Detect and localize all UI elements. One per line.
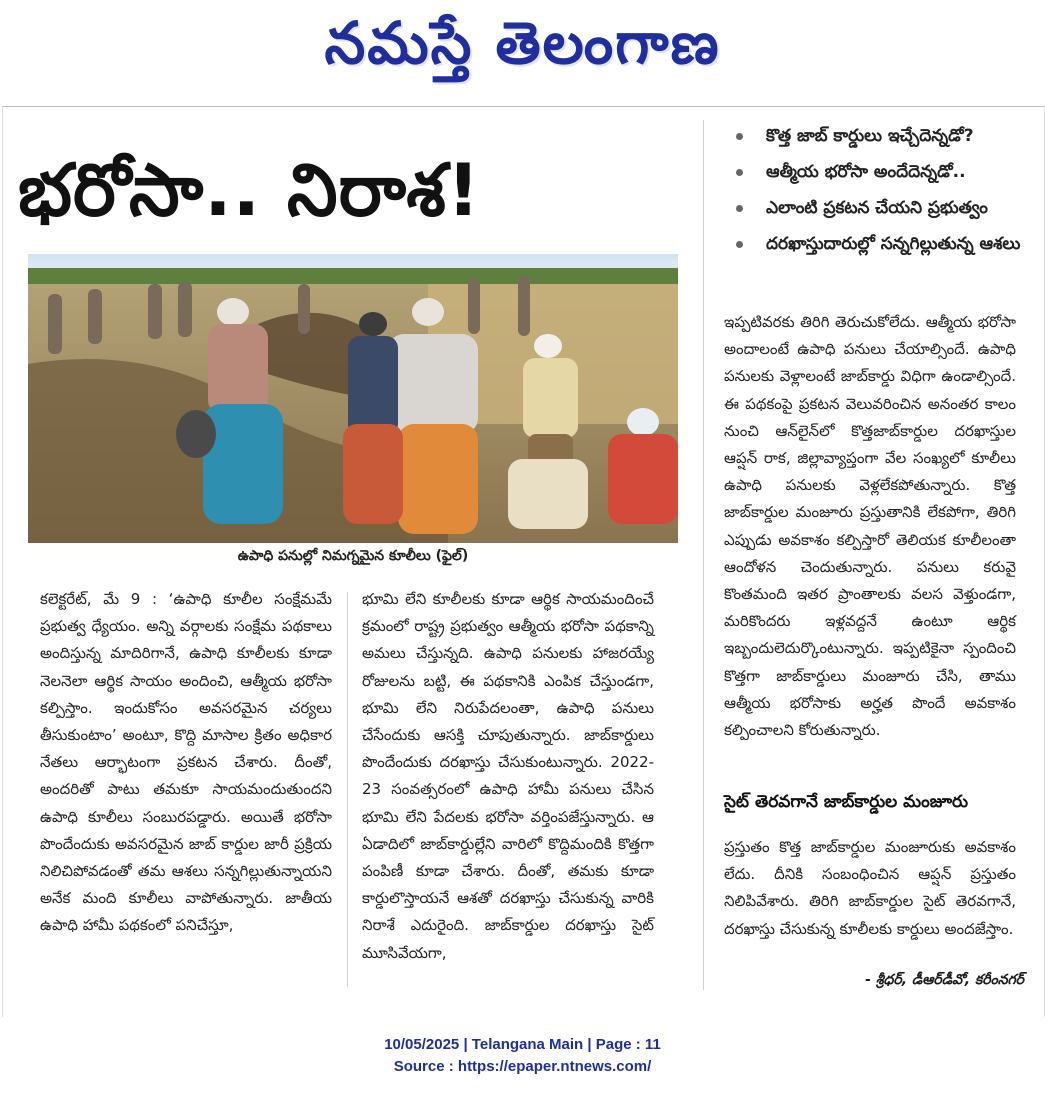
bullet-dot-icon <box>736 133 743 140</box>
bullet-item: కొత్త జాబ్‌ కార్డులు ఇచ్చేదెన్నడో? <box>730 118 1030 154</box>
byline: - శ్రీధర్‌, డీఆర్‌డీవో, కరీంనగర్‌ <box>865 972 1024 988</box>
article-photo <box>28 254 678 543</box>
footer-source-line: Source : https://epaper.ntnews.com/ <box>393 1058 652 1075</box>
bullet-item: ఆత్మీయ భరోసా అందేదెన్నడో.. <box>730 154 1030 190</box>
bullet-dot-icon <box>736 241 743 248</box>
masthead <box>0 0 1045 100</box>
newspaper-logo: నమస్తే తెలంగాణ <box>324 9 721 77</box>
photo-caption: ఉపాధి పనుల్లో నిమగ్నమైన కూలీలు (ఫైల్‌) <box>237 548 469 564</box>
bullet-dot-icon <box>736 205 743 212</box>
column-divider <box>347 592 348 987</box>
bullet-dot-icon <box>736 169 743 176</box>
headline: భరోసా.. నిరాశ! <box>18 148 481 232</box>
bullet-item: దరఖాస్తుదారుల్లో సన్నగిల్లుతున్న ఆశలు <box>730 226 1030 262</box>
article-column-2: భూమి లేని కూలీలకు కూడా ఆర్థిక సాయమందించే క్రమంలో రాష్ట్ర ప్రభుత్వం ఆత్మీయ భరోసా పథకాన్ని అమలు చేస్తున్నది. ఉపాధి పనులకు హాజరయ్యే రోజులను బట్టి, ఈ పథకానికి ఎంపిక చేస్తుండగా, భూమి లేని నిరుపేదలంతా, ఉపాధి పనులు చేసేందుకు ఆసక్తి చూపుతున్నారు. జాబ్‌కార్డులు పొందేందుకు దరఖాస్తు చేసుకుంటున్నారు. 2022-23 సంవత్సరంలో ఉపాధి హామీ పనులు చేసిన భూమి లేని పేదలకు భరోసా వర్తింపజేస్తున్నారు. ఆ ఏడాదిలో జాబ్‌కార్డుల్లేని వారిలో కొద్దిమందికి కొత్తగా పంపిణీ కూడా చేశారు. దీంతో, తమకు కూడా కార్డులొస్తాయనే ఆశతో దరఖాస్తు చేసుకున్న వారికి నిరాశే ఎదురైంది. జాబ్‌కార్డుల దరఖాస్తు సైట్‌ మూసివేయగా, <box>362 590 654 962</box>
article-column-1: కలెక్టరేట్‌, మే 9 : ‘ఉపాధి కూలీల సంక్షేమమే ప్రభుత్వ ధ్యేయం. అన్ని వర్గాలకు సంక్షేమ పథకాలు అందిస్తున్న మాదిరిగానే, ఉపాధి కూలీలకు కూడా నెలనెలా ఆర్థిక సాయం అందించి, ఆత్మీయ భరోసా కల్పిస్తాం. ఇందుకోసం అవసరమైన చర్యలు తీసుకుంటాం’ అంటూ, కొద్ది మాసాల క్రితం అధికార నేతలు ఆర్భాటంగా ప్రకటన చేశారు. దీంతో, అందరితో పాటు తమకూ సాయమందుతుందని ఉపాధి కూలీలు సంబురపడ్డారు. అయితే భరోసా పొందేందుకు అవసరమైన జాబ్‌ కార్డుల జారీ ప్రక్రియ నిలిచిపోవడంతో తమ ఆశలు సన్నగిల్లుతున్నాయని అనేక మంది కూలీలు వాపోతున్నారు. జాతీయ ఉపాధి హామీ పథకంలో పనిచేస్తూ, <box>40 590 332 935</box>
subheading: సైట్‌ తెరవగానే జాబ్‌కార్డుల మంజూరు <box>724 792 968 812</box>
column-divider <box>703 120 704 990</box>
highlight-bullets <box>730 118 1030 262</box>
footer-date-line: 10/05/2025 | Telangana Main | Page : 11 <box>384 1036 661 1053</box>
article-column-3: ఇప్పటివరకు తిరిగి తెరుచుకోలేదు. ఆత్మీయ భరోసా అందాలంటే ఉపాధి పనులు చేయాల్సిందే. ఉపాధి పనులకు వెళ్లాలంటే జాబ్‌కార్డు విధిగా ఉండాల్సిందే. ఈ పథకంపై ప్రకటన వెలువరించిన అనంతర కాలం నుంచి ఆన్‌లైన్‌లో కొత్తజాబ్‌కార్డుల దరఖాస్తుల ఆప్షన్‌ రాక, జిల్లావ్యాప్తంగా వేల సంఖ్యలో కూలీలు ఉపాధి పనులకు వెళ్లలేకపోతున్నారు. కొత్త జాబ్‌కార్డుల మంజూరు ప్రస్తుతానికి లేకపోగా, తిరిగి ఎప్పుడు అవకాశం కల్పిస్తారో తెలియక కూలీలంతా ఆందోళన చెందుతున్నారు. పనులు కరువై కొంతమంది ఇతర ప్రాంతాలకు వలస వెళ్తుండగా, మరికొందరు ఇళ్లవద్దనే ఉంటూ ఆర్థిక ఇబ్బందులెదుర్కొంటున్నారు. ఇప్పటికైనా స్పందించి కొత్తగా జాబ్‌కార్డులు మంజూరు చేసి, తాము ఆత్మీయ భరోసాకు అర్హత పొందే అవకాశం కల్పించాలని కోరుతున్నారు. <box>724 313 1016 740</box>
bullet-item: ఎలాంటి ప్రకటన చేయని ప్రభుత్వం <box>730 190 1030 226</box>
article-column-4: ప్రస్తుతం కొత్త జాబ్‌కార్డుల మంజూరుకు అవకాశం లేదు. దీనికి సంబంధించిన ఆప్షన్‌ ప్రస్తుతం నిలిపివేశారు. తిరిగి జాబ్‌కార్డుల సైట్‌ తెరవగానే, దరఖాస్తు చేసుకున్న కూలీలకు కార్డులు అందజేస్తాం. <box>724 838 1016 938</box>
workers-photo-illustration <box>28 254 678 543</box>
